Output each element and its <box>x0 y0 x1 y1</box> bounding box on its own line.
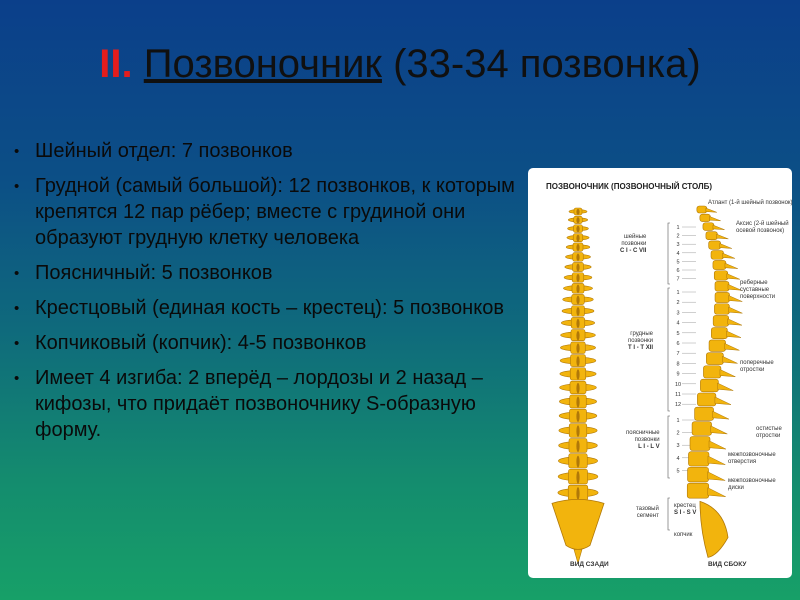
spinous-process-side <box>726 331 741 338</box>
spinous-process-side <box>709 216 720 220</box>
vertebra-number: 10 <box>674 381 682 388</box>
spinous-process <box>576 440 579 452</box>
spinous-process-side <box>725 263 738 268</box>
spinous-process <box>576 411 579 422</box>
sacrum <box>552 499 604 549</box>
spinous-process <box>576 264 579 272</box>
sacrum-side <box>700 501 728 557</box>
spinous-process-side <box>723 253 736 258</box>
title-number: II. <box>99 42 133 86</box>
vertebra-side <box>690 437 710 451</box>
spinous-process <box>576 307 579 316</box>
spinous-process-side <box>720 369 736 376</box>
label-axis: Аксис (2-й шейный осевой позвонок) <box>736 221 789 234</box>
vertebra-side <box>706 232 718 240</box>
spinous-process-side <box>725 343 740 350</box>
spinous-process <box>576 244 579 251</box>
vertebra-number: 4 <box>676 320 680 327</box>
bullet-list <box>14 138 534 452</box>
vertebra-number: 2 <box>676 430 680 437</box>
section-bracket <box>668 223 670 284</box>
vertebra-number: 7 <box>676 351 680 358</box>
vertebra-side <box>697 206 707 213</box>
spinous-process <box>576 296 579 305</box>
vertebra-number: 4 <box>676 250 680 257</box>
spinous-process-side <box>716 234 728 239</box>
spinous-process-side <box>728 307 742 313</box>
spinous-process <box>576 425 579 436</box>
label-rib-facets: реберные суставные поверхности <box>740 280 776 300</box>
vertebra-side <box>715 281 729 291</box>
vertebra-side <box>711 328 727 339</box>
vertebra-number: 2 <box>676 300 680 307</box>
vertebra-side <box>688 467 709 482</box>
vertebra-number: 6 <box>676 341 680 347</box>
vertebra-side <box>692 422 712 436</box>
spinous-process-side <box>722 356 737 363</box>
label-atlas: Атлант (1-й шейный позвонок) <box>708 200 793 206</box>
spinous-process <box>576 343 579 353</box>
vertebra-side <box>687 483 709 498</box>
spinous-process-side <box>711 426 728 434</box>
bullet-text: Грудной (самый большой): 12 позвонков, к которым крепятся 12 пар рёбер; вместе с грудиной они образуют грудную клетку человека <box>35 175 515 249</box>
vertebra-side <box>709 340 726 352</box>
spinous-process <box>576 331 579 340</box>
list-item <box>14 365 534 443</box>
vertebra-side <box>703 366 721 378</box>
bullet-text: Поясничный: 5 позвонков <box>35 262 273 284</box>
spinous-process <box>576 217 579 223</box>
vertebra-side <box>700 214 711 221</box>
section-bracket <box>668 416 670 478</box>
bullet-icon: • <box>14 143 20 160</box>
label-sacrum: крестец S I - S V <box>674 503 697 516</box>
vertebra-side <box>714 304 729 315</box>
label-cervical: шейные позвонки C I - C VII <box>620 234 647 254</box>
view-side-caption: ВИД СБОКУ <box>708 561 747 568</box>
spinous-process <box>576 487 579 500</box>
vertebra-number: 12 <box>674 402 682 409</box>
vertebra-number: 5 <box>676 259 680 266</box>
spinous-process <box>576 209 579 215</box>
vertebra-number: 11 <box>675 392 681 398</box>
list-item <box>14 173 534 251</box>
vertebra-side <box>713 315 729 326</box>
bullet-icon: • <box>14 178 20 195</box>
vertebra-side <box>714 271 728 280</box>
vertebra-number: 6 <box>676 268 680 274</box>
spinous-process-side <box>727 274 740 280</box>
title-rest: (33-34 позвонка) <box>393 42 701 86</box>
vertebra-number: 3 <box>676 242 680 249</box>
spinous-process <box>576 369 579 379</box>
spine-figure <box>528 168 792 578</box>
spinous-process <box>576 226 579 232</box>
vertebra-number: 3 <box>676 443 680 450</box>
vertebra-side <box>697 393 716 406</box>
bullet-text: Имеет 4 изгиба: 2 вперёд – лордозы и 2 назад – кифозы, что придаёт позвоночнику S-образную форму. <box>35 367 483 441</box>
label-pelvic-segment: тазовый сегмент <box>636 506 659 519</box>
bullet-icon: • <box>14 370 20 387</box>
spinous-process <box>576 456 579 468</box>
spinous-process-side <box>713 411 729 419</box>
spinous-process-side <box>728 319 742 326</box>
spinous-process <box>576 274 579 282</box>
list-item <box>14 295 534 321</box>
vertebra-number: 5 <box>676 330 680 337</box>
view-back-caption: ВИД СЗАДИ <box>570 561 609 568</box>
bullet-text: Крестцовый (единая кость – крестец): 5 позвонков <box>35 297 504 319</box>
spinous-process <box>576 319 579 328</box>
vertebra-number: 9 <box>676 371 680 378</box>
vertebra-side <box>706 353 723 365</box>
vertebra-number: 3 <box>676 310 680 317</box>
label-lumbar: поясничные позвонки L I - L V <box>626 430 660 450</box>
list-item <box>14 330 534 356</box>
bullet-icon: • <box>14 335 20 352</box>
spinous-process-side <box>720 243 732 248</box>
label-coccyx: копчик <box>674 532 693 538</box>
spinous-process-side <box>717 383 733 391</box>
label-transverse-processes: поперечные отростки <box>740 360 774 373</box>
spinous-process-side <box>708 456 725 465</box>
vertebra-side <box>700 379 718 392</box>
vertebra-number: 8 <box>676 361 680 368</box>
list-item <box>14 260 534 286</box>
spinous-process <box>576 356 579 366</box>
vertebra-side <box>688 452 709 466</box>
spinous-process <box>576 383 579 394</box>
vertebra-number: 4 <box>676 455 680 462</box>
vertebra-number: 1 <box>676 225 680 231</box>
spinous-process <box>576 254 579 261</box>
vertebra-side <box>703 223 714 231</box>
spinous-process-side <box>706 208 717 212</box>
spinous-process-side <box>709 441 726 449</box>
spinous-process-side <box>713 225 725 230</box>
vertebra-number: 2 <box>676 233 680 240</box>
figure-title: ПОЗВОНОЧНИК (ПОЗВОНОЧНЫЙ СТОЛБ) <box>546 182 713 191</box>
spinous-process <box>576 285 579 293</box>
bullet-text: Шейный отдел: 7 позвонков <box>35 140 293 162</box>
list-item <box>14 138 534 164</box>
spinous-process-side <box>708 472 726 481</box>
vertebra-number: 1 <box>676 290 680 296</box>
spinous-process-side <box>715 397 731 405</box>
label-spinous-processes: остистые отростки <box>756 426 782 439</box>
label-intervertebral-foramina: межпозвоночные отверстия <box>728 452 776 465</box>
bullet-icon: • <box>14 300 20 317</box>
label-intervertebral-discs: межпозвоночные диски <box>728 478 776 491</box>
title-main: Позвоночник <box>143 42 382 86</box>
spinous-process <box>576 397 579 408</box>
vertebra-side <box>715 292 730 302</box>
vertebra-number: 5 <box>676 468 680 475</box>
vertebra-number: 7 <box>676 276 680 283</box>
vertebra-side <box>713 260 726 269</box>
vertebra-number: 1 <box>676 418 680 424</box>
vertebra-side <box>711 251 724 260</box>
spinous-process-side <box>708 488 726 497</box>
section-bracket <box>668 288 670 411</box>
section-bracket <box>668 498 670 530</box>
label-thoracic: грудные позвонки T I - T XII <box>628 331 654 351</box>
bullet-text: Копчиковый (копчик): 4-5 позвонков <box>35 332 367 354</box>
bullet-icon: • <box>14 265 20 282</box>
vertebra-side <box>709 241 721 249</box>
spinous-process <box>576 235 579 242</box>
vertebra-side <box>695 407 714 420</box>
spinous-process <box>576 471 579 483</box>
slide-title <box>0 42 800 87</box>
